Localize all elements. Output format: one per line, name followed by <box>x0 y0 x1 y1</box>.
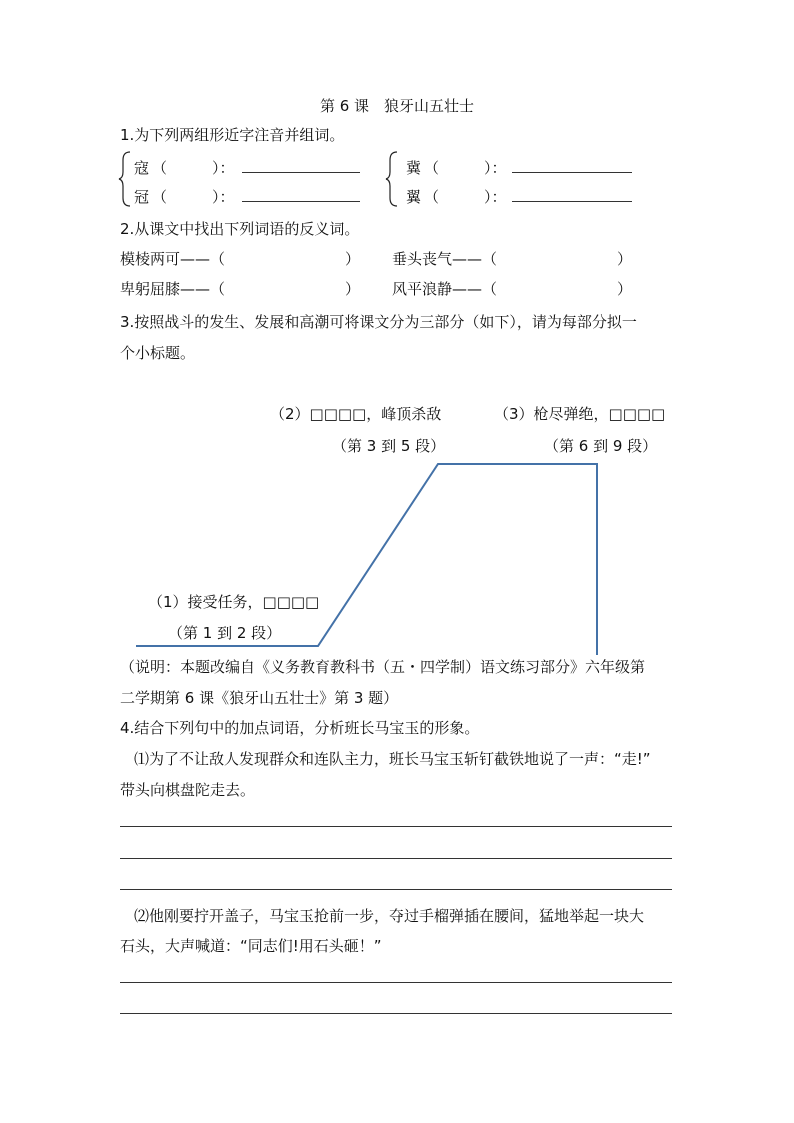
stage3-label: （3）枪尽弹绝，□□□□ <box>494 405 666 423</box>
q3-heading-line2: 个小标题。 <box>120 344 196 362</box>
stage3-range: （第 6 到 9 段） <box>544 437 658 455</box>
page-title: 第 6 课 狼牙山五壮士 <box>319 97 475 115</box>
q2-item-2[interactable]: 垂头丧气——（ ） <box>392 250 633 268</box>
q1-answer-line-kou[interactable] <box>242 172 360 173</box>
q1-char-kou: 寇 <box>134 159 150 177</box>
q4-s2-answer-line-2[interactable] <box>120 1013 672 1014</box>
q2-item-3[interactable]: 卑躬屈膝——（ ） <box>120 280 361 298</box>
q1-char-yi: 翼 <box>406 188 422 206</box>
q1-answer-line-guan[interactable] <box>242 201 360 202</box>
q1-heading: 1.为下列两组形近字注音并组词。 <box>120 126 345 144</box>
q4-sentence2-line1: ⑵他刚要拧开盖子，马宝玉抢前一步，夺过手榴弹插在腰间，猛地举起一块大 <box>134 907 645 925</box>
q1-answer-line-ji[interactable] <box>512 172 632 173</box>
q4-sentence1-line1: ⑴为了不让敌人发现群众和连队主力，班长马宝玉斩钉截铁地说了一声：“走!” <box>134 750 651 768</box>
stage2-range: （第 3 到 5 段） <box>332 437 446 455</box>
stage1-range: （第 1 到 2 段） <box>168 624 282 642</box>
q1-char-guan: 冠 <box>134 188 150 206</box>
q1-answer-line-yi[interactable] <box>512 201 632 202</box>
q4-heading: 4.结合下列句中的加点词语，分析班长马宝玉的形象。 <box>120 719 480 737</box>
q1-pinyin-ji: （ ）： <box>424 159 507 177</box>
q4-s1-answer-line-2[interactable] <box>120 858 672 859</box>
q4-s2-answer-line-1[interactable] <box>120 982 672 983</box>
q4-s1-answer-line-1[interactable] <box>120 826 672 827</box>
q4-sentence1-line2: 带头向棋盘陀走去。 <box>120 781 256 799</box>
q4-sentence2-line2: 石头，大声喊道：“同志们!用石头砸！” <box>120 937 382 955</box>
battle-stage-diagram <box>120 395 680 655</box>
q1-pinyin-yi: （ ）： <box>424 188 507 206</box>
q2-heading: 2.从课文中找出下列词语的反义词。 <box>120 220 360 238</box>
left-brace-icon <box>118 150 134 208</box>
q4-s1-answer-line-3[interactable] <box>120 889 672 890</box>
q1-char-ji: 冀 <box>406 159 422 177</box>
stage-line-chart <box>120 395 680 655</box>
q1-pinyin-kou: （ ）： <box>152 159 235 177</box>
q3-heading-line1: 3.按照战斗的发生、发展和高潮可将课文分为三部分（如下），请为每部分拟一 <box>120 313 637 331</box>
q3-note-line2: 二学期第 6 课《狼牙山五壮士》第 3 题） <box>120 689 399 707</box>
stage1-label: （1）接受任务，□□□□ <box>148 593 320 611</box>
q2-item-4[interactable]: 风平浪静——（ ） <box>392 280 633 298</box>
right-group-brace-icon <box>385 150 401 208</box>
q2-item-1[interactable]: 模棱两可——（ ） <box>120 250 361 268</box>
stage2-label: （2）□□□□，峰顶杀敌 <box>270 405 442 423</box>
q1-pinyin-guan: （ ）： <box>152 188 235 206</box>
q3-note-line1: （说明：本题改编自《义务教育教科书（五・四学制）语文练习部分》六年级第 <box>120 658 646 676</box>
